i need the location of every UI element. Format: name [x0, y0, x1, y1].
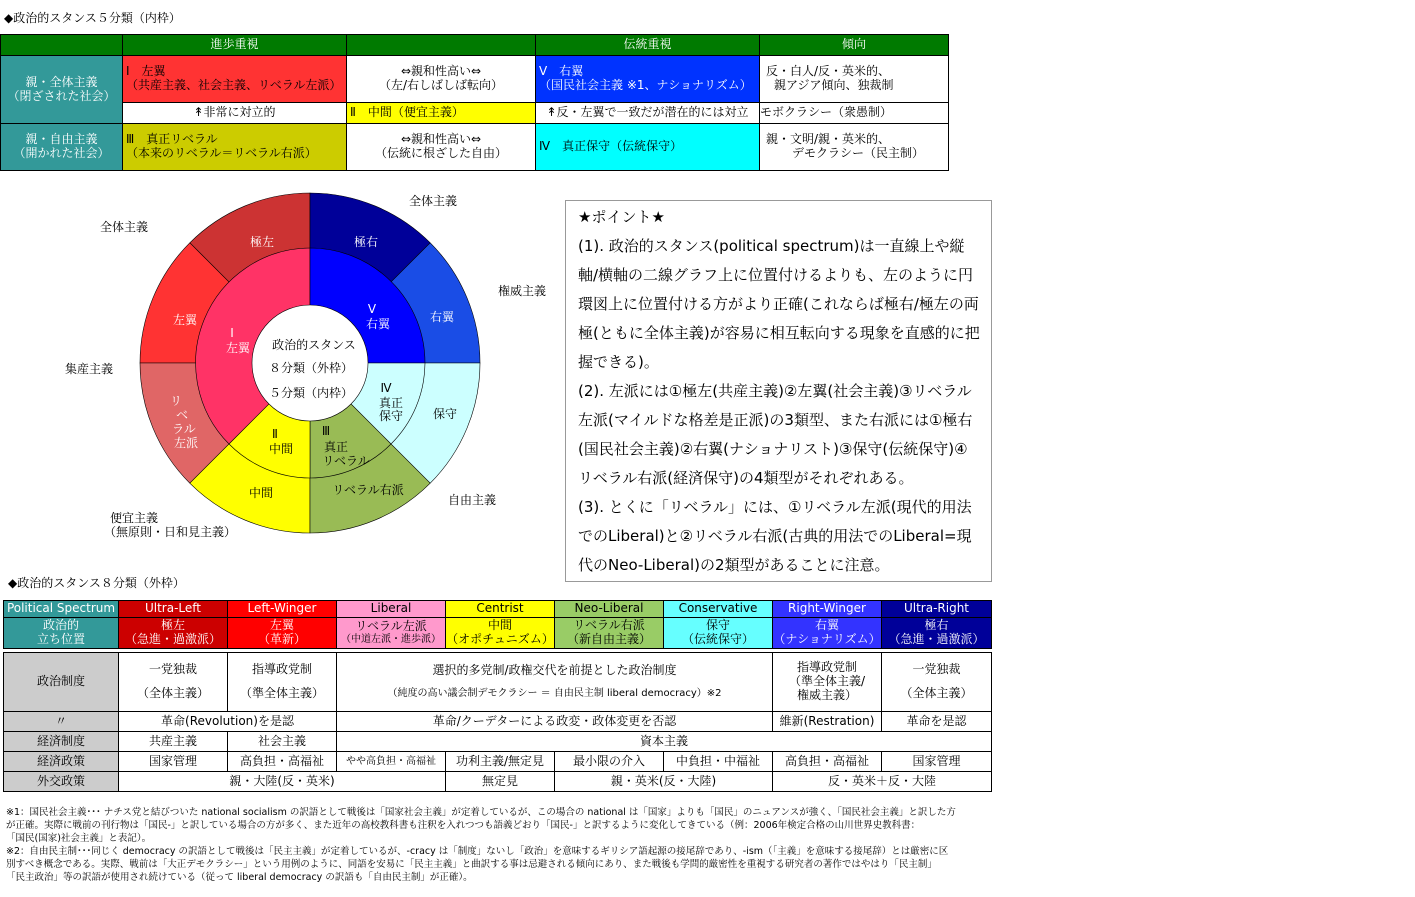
diplomacy-middle: 親・英米(反・大陸): [555, 772, 773, 792]
pos-left: 左翼 （革新）: [228, 618, 337, 649]
th-left: Left-Winger: [228, 601, 337, 618]
label-collectivism: 集産主義: [64, 362, 114, 376]
diplomacy-centrist: 無定見: [446, 772, 555, 792]
eight-category-table: [3, 600, 992, 792]
label-opportunism-sub: （無原則・日和見主義）: [103, 525, 237, 539]
t1-cell-affinity-1: ⇔親和性高い⇔ （左/右しばしば転向）: [347, 56, 536, 103]
th-ultra-right: Ultra-Right: [882, 601, 992, 618]
th-centrist: Centrist: [446, 601, 555, 618]
row-label-diplomacy: 外交政策: [4, 772, 119, 792]
pos-label: 政治的 立ち位置: [4, 618, 119, 649]
footnote-line: が正確。実際に戦前の刊行物は「国民-」と訳している場合の方が多く、また近年の高校教科書も注釈を入れつつも語義どおり「国民-」と訳するように変化してきている（例：2006年検定合格の山川世界史教科書：: [6, 820, 921, 831]
row-label-ditto: 〃: [4, 712, 119, 732]
t1-cell-right-wing: Ⅴ 右翼 （国民社会主義 ※1、ナショナリズム）: [536, 56, 760, 103]
footnote-line: ※2：自由民主制･･･同じく democracy の訳語として戦後は「民主主義」が定着しているが、-cracy は「制度」ないし「政治」を意味するギリシア語起源の接尾辞であり、-ism（「主義」を意味する接尾辞）とは厳密に区: [6, 846, 949, 857]
row-label-politics: 政治制度: [4, 653, 119, 712]
policy-cell: 国家管理: [119, 752, 228, 772]
spectrum-ring-diagram: [0, 180, 560, 580]
label-inner-v-num: Ⅴ: [367, 302, 377, 316]
label-ultra-left: 極左: [249, 235, 275, 249]
heading-five-categories: ◆政治的スタンス５分類（内枠）: [4, 11, 181, 25]
t1-cell-trend-3: 親・文明/親・英米的、 デモクラシー（民主制）: [760, 124, 949, 171]
label-inner-ii-num: Ⅱ: [272, 427, 278, 441]
th-spectrum: Political Spectrum: [4, 601, 119, 618]
policy-cell: 高負担・高福祉: [228, 752, 337, 772]
policy-cell: 最小限の介入: [555, 752, 664, 772]
center-eight: ８分類（外枠）: [268, 361, 354, 375]
label-neo-liberal: リベラル右派: [332, 483, 404, 497]
politics-ultra-right: 一党独裁 （全体主義）: [882, 653, 992, 712]
point-line: 代のNeo-Liberal)の2類型があることに注意。: [578, 556, 890, 574]
pos-ultra-right: 極右 （急進・過激派）: [882, 618, 992, 649]
label-inner-v: 右翼: [365, 317, 391, 331]
t1-header-blank: [347, 35, 536, 56]
policy-cell: 中負担・中福祉: [664, 752, 773, 772]
label-conservative: 保守: [432, 407, 458, 421]
footnote-line: 別すべき概念である。実際、戦前は「大正デモクラシー」という用例のように、同語を安易に「民主主義」と曲訳する事は忌避される傾向にあり、また戦後も学問的厳密性を重視する研究者の著作ではやはり「民主制」: [6, 859, 937, 870]
t1-header-tradition: 伝統重視: [536, 35, 760, 56]
ditto-ultra-right: 革命を是認: [882, 712, 992, 732]
policy-cell: 功利主義/無定見: [446, 752, 555, 772]
pos-centrist: 中間 （オポチュニズム）: [446, 618, 555, 649]
point-line: 軸/横軸の二線グラフ上に位置付けるよりも、左のように円: [578, 266, 974, 284]
t1-cell-mobocracy: モボクラシー（衆愚制）: [760, 103, 949, 124]
point-title: ★ポイント★: [578, 208, 665, 226]
footnote-line: 「国民(国家)社会主義」と表記）。: [6, 833, 152, 844]
ditto-left: 革命(Revolution)を是認: [119, 712, 337, 732]
pos-neo-liberal: リベラル右派 （新自由主義）: [555, 618, 664, 649]
politics-middle: 選択的多党制/政権交代を前提とした政治制度 （純度の高い議会制デモクラシー ＝ 自由民主制 liberal democracy）※2: [337, 653, 773, 712]
label-right: 右翼: [429, 310, 455, 324]
point-line: リベラル右派(経済保守)の4類型がそれぞれある。: [578, 469, 914, 487]
label-opportunism: 便宜主義: [109, 511, 159, 525]
footnote-line: ※1：国民社会主義･･･ ナチス党と結びついた national socialism の訳語として戦後は「国家社会主義」が定着しているが、この場合の national は「国家」よりも「国民」のニュアンスが強く、「国民社会主義」と訳した方: [6, 807, 956, 818]
label-inner-i: 左翼: [225, 341, 251, 355]
point-line: (3). とくに「リベラル」には、①リベラル左派(現代的用法: [578, 498, 972, 516]
diplomacy-right: 反・英米＋反・大陸: [773, 772, 992, 792]
th-right: Right-Winger: [773, 601, 882, 618]
politics-ultra-left: 一党独裁 （全体主義）: [119, 653, 228, 712]
pos-right: 右翼 （ナショナリズム）: [773, 618, 882, 649]
label-inner-i-num: Ⅰ: [230, 326, 234, 340]
label-left: 左翼: [172, 313, 198, 327]
politics-right: 指導政党制 （準全体主義/ 権威主義）: [773, 653, 882, 712]
label-totalitarian-right: 全体主義: [408, 194, 458, 208]
footnote-line: 「民主政治」等の訳語が使用され続けている（従って liberal democracy の訳語も「自由民主制」が正確）。: [6, 872, 473, 883]
label-centrist: 中間: [248, 486, 274, 500]
five-category-table: [0, 34, 949, 171]
point-line: (国民社会主義)②右翼(ナショナリスト)③保守(伝統保守)④: [578, 440, 968, 458]
th-ultra-left: Ultra-Left: [119, 601, 228, 618]
label-liberal-left-1: リ: [169, 394, 183, 408]
heading-eight-categories: ◆政治的スタンス８分類（外枠）: [8, 576, 185, 590]
pos-ultra-left: 極左 （急進・過激派）: [119, 618, 228, 649]
label-inner-iii-num: Ⅲ: [321, 424, 331, 438]
policy-cell: 国家管理: [882, 752, 992, 772]
label-inner-iii-2: リベラル: [322, 454, 370, 468]
label-ultra-right: 極右: [353, 235, 379, 249]
label-liberal-left-2: ベ: [175, 408, 189, 422]
center-five: ５分類（内枠）: [268, 386, 354, 400]
t1-row-liberalism: 親・自由主義 （開かれた社会）: [1, 124, 123, 171]
center-title: 政治的スタンス: [272, 338, 356, 352]
politics-left: 指導政党制 （準全体主義）: [228, 653, 337, 712]
point-line: 握できる)。: [578, 353, 659, 371]
th-conservative: Conservative: [664, 601, 773, 618]
label-inner-iv-2: 保守: [378, 409, 404, 423]
economy-left: 社会主義: [228, 732, 337, 752]
label-inner-iii-1: 真正: [323, 440, 349, 454]
point-line: でのLiberal)と②リベラル右派(古典的用法でのLiberal=現: [578, 527, 972, 545]
point-line: (1). 政治的スタンス(political spectrum)は一直線上や縦: [578, 237, 965, 255]
economy-ultra-left: 共産主義: [119, 732, 228, 752]
t1-cell-centrist: Ⅱ 中間（便宜主義）: [347, 103, 536, 124]
t1-cell-affinity-2: ⇔親和性高い⇔ （伝統に根ざした自由）: [347, 124, 536, 171]
t1-cell-left-wing: Ⅰ 左翼 （共産主義、社会主義、リベラル左派）: [123, 56, 347, 103]
point-line: 極(ともに全体主義)が容易に相互転向する現象を直感的に把: [578, 324, 980, 342]
t1-row-totalitarian: 親・全体主義 （閉ざされた社会）: [1, 56, 123, 124]
ditto-right: 維新(Restration): [773, 712, 882, 732]
t1-cell-trend-1: 反・白人/反・英米的、 親アジア傾向、独裁制: [760, 56, 949, 103]
point-line: 左派(マイルドな格差是正派)の3類型、また右派には①極右: [578, 411, 973, 429]
diplomacy-left: 親・大陸(反・英米): [119, 772, 446, 792]
label-liberal-left-3: ラル: [172, 422, 196, 436]
t1-header-trend: 傾向: [760, 35, 949, 56]
label-liberal-left-4: 左派: [173, 436, 199, 450]
pos-liberal: リベラル左派 （中道左派・進歩派）: [337, 618, 446, 649]
t1-cell-true-liberal: Ⅲ 真正リベラル （本来のリベラル＝リベラル右派）: [123, 124, 347, 171]
label-inner-iv-1: 真正: [378, 396, 404, 410]
policy-cell: 高負担・高福祉: [773, 752, 882, 772]
footnotes: [6, 806, 996, 884]
row-label-policy: 経済政策: [4, 752, 119, 772]
th-liberal: Liberal: [337, 601, 446, 618]
pos-conservative: 保守 （伝統保守）: [664, 618, 773, 649]
policy-cell: やや高負担・高福祉: [337, 752, 446, 772]
label-inner-iv-num: Ⅳ: [380, 381, 392, 395]
th-neo-liberal: Neo-Liberal: [555, 601, 664, 618]
t1-cell-true-conservative: Ⅳ 真正保守（伝統保守）: [536, 124, 760, 171]
t1-cell-anti-left: ↟反・左翼で一致だが潜在的には対立: [536, 103, 760, 124]
t1-header-progress: 進歩重視: [123, 35, 347, 56]
label-authoritarian: 権威主義: [497, 284, 547, 298]
label-totalitarian-left: 全体主義: [99, 220, 149, 234]
label-inner-ii: 中間: [268, 442, 294, 456]
point-line: (2). 左派には①極左(共産主義)②左翼(社会主義)③リベラル: [578, 382, 972, 400]
economy-middle: 資本主義: [337, 732, 992, 752]
row-label-economy: 経済制度: [4, 732, 119, 752]
t1-cell-opposed: ↟非常に対立的: [123, 103, 347, 124]
label-liberalism: 自由主義: [447, 493, 497, 507]
point-box: [565, 200, 992, 582]
t1-corner: [1, 35, 123, 56]
ditto-middle: 革命/クーデターによる政変・政体変更を否認: [337, 712, 773, 732]
point-line: 環図上に位置付ける方がより正確(これならば極右/極左の両: [578, 295, 979, 313]
